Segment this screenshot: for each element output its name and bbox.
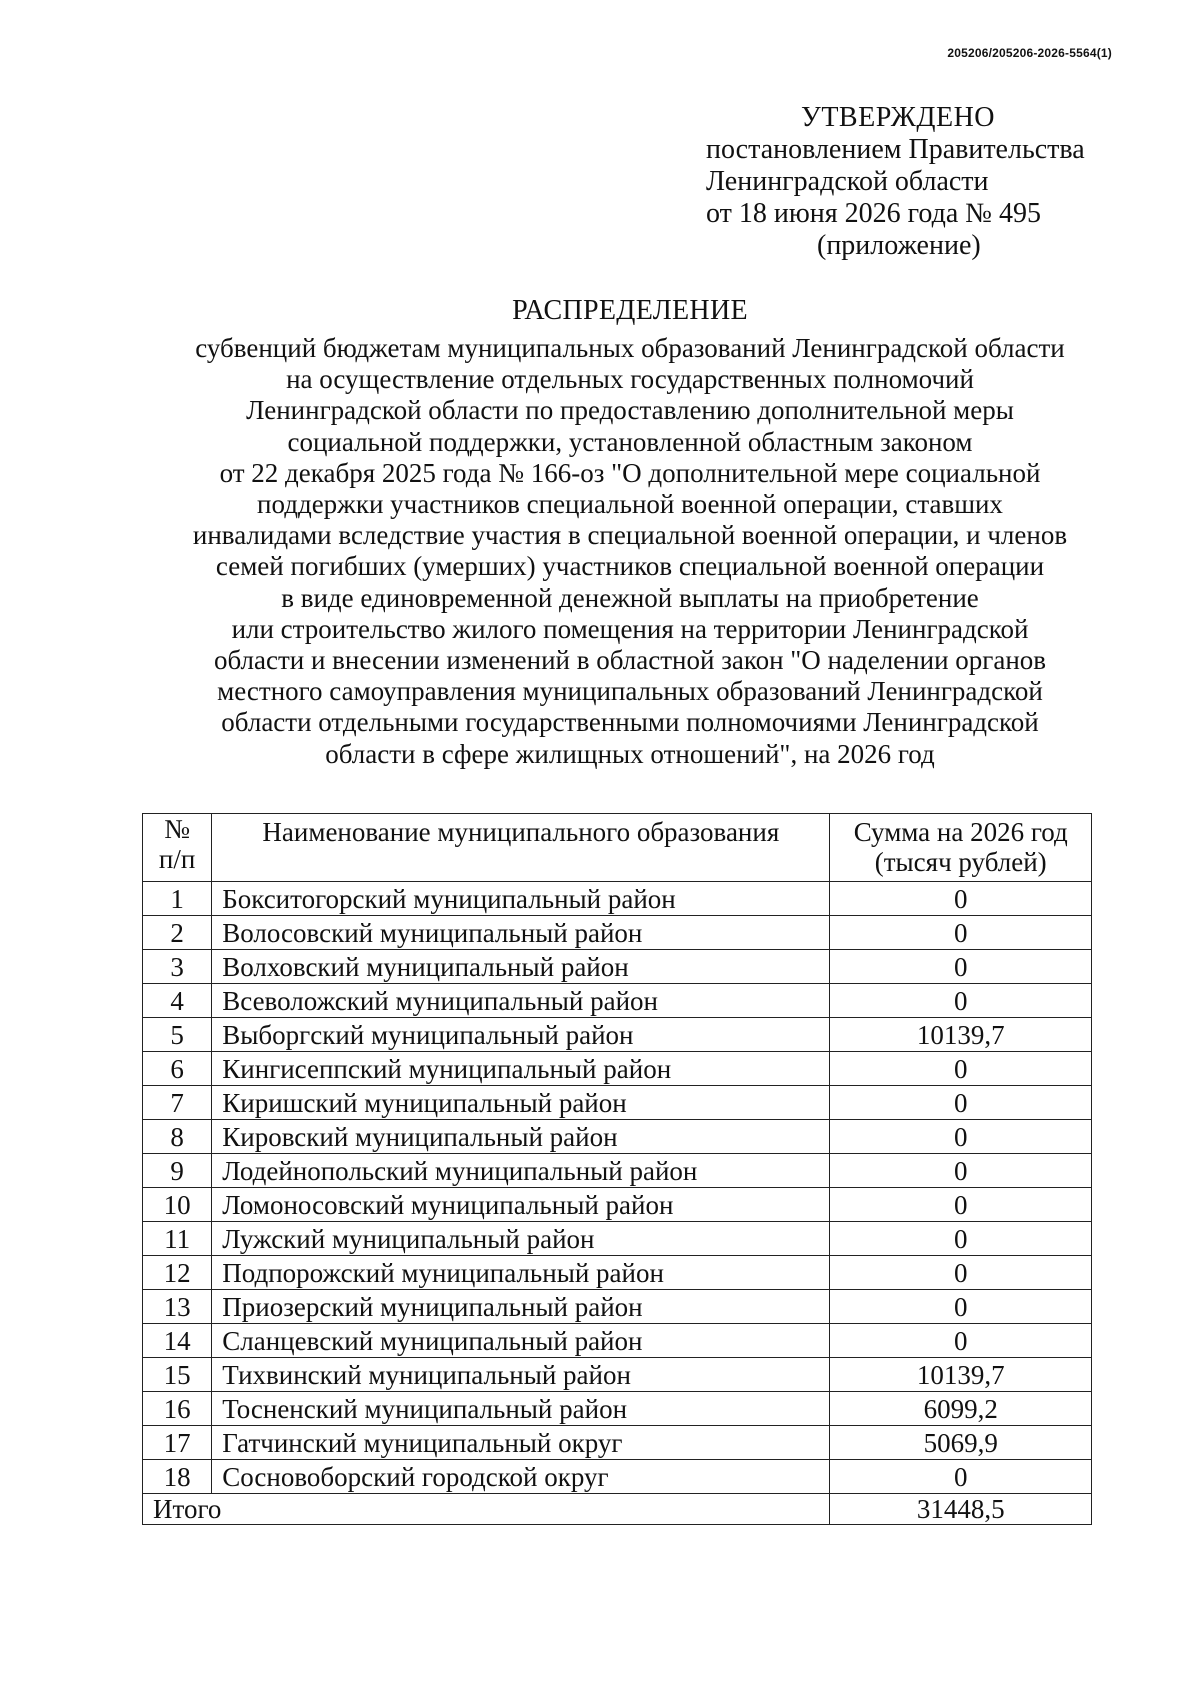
document-id: 205206/205206-2026-5564(1) [947,46,1112,60]
row-number: 13 [143,1290,212,1324]
subtitle-line: семей погибших (умерших) участников специальной военной операции [215,551,1045,582]
header-sum [830,814,1092,882]
row-name: Тихвинский муниципальный район [212,1358,830,1392]
table-row [143,1188,1092,1222]
approval-stamp [706,102,1126,262]
row-name: Выборгский муниципальный район [212,1018,830,1052]
header-number-line: п/п [158,844,196,874]
row-name: Киришский муниципальный район [212,1086,830,1120]
row-sum: 10139,7 [830,1018,1092,1052]
row-sum: 0 [830,1120,1092,1154]
row-sum: 0 [830,1256,1092,1290]
total-label: Итого [143,1494,830,1525]
row-name: Волосовский муниципальный район [212,916,830,950]
table-row [143,1052,1092,1086]
row-name: Сосновоборский городской округ [212,1460,830,1494]
row-number: 4 [143,984,212,1018]
row-name: Подпорожский муниципальный район [212,1256,830,1290]
total-sum: 31448,5 [830,1494,1092,1525]
subtitle-line: субвенций бюджетам муниципальных образований Ленинградской области [195,333,1065,363]
row-name: Приозерский муниципальный район [212,1290,830,1324]
table-row [143,1324,1092,1358]
distribution-table [142,813,1092,1525]
approval-title: УТВЕРЖДЕНО [801,102,996,133]
row-name: Кингисеппский муниципальный район [212,1052,830,1086]
row-sum: 10139,7 [830,1358,1092,1392]
row-number: 2 [143,916,212,950]
row-number: 3 [143,950,212,984]
table-row [143,1086,1092,1120]
row-number: 12 [143,1256,212,1290]
header-name [212,814,830,882]
row-name: Лодейнопольский муниципальный район [212,1154,830,1188]
table-body [143,882,1092,1494]
row-number: 1 [143,882,212,916]
row-name: Сланцевский муниципальный район [212,1324,830,1358]
table-row [143,1222,1092,1256]
row-number: 11 [143,1222,212,1256]
row-sum: 0 [830,950,1092,984]
approval-note: (приложение) [817,230,981,261]
header-sum-line: (тысяч рублей) [874,847,1047,877]
subtitle-line: на осуществление отдельных государственных полномочий [286,364,974,395]
table-row [143,1018,1092,1052]
row-number: 7 [143,1086,212,1120]
row-sum: 0 [830,1290,1092,1324]
row-sum: 0 [830,1086,1092,1120]
row-name: Тосненский муниципальный район [212,1392,830,1426]
table-header-row [143,814,1092,882]
row-sum: 0 [830,1188,1092,1222]
row-number: 5 [143,1018,212,1052]
row-sum: 0 [830,1324,1092,1358]
row-sum: 0 [830,916,1092,950]
subtitle-line: области в сфере жилищных отношений", на 2026 год [325,738,935,769]
row-number: 9 [143,1154,212,1188]
row-sum: 0 [830,1222,1092,1256]
table-row [143,1120,1092,1154]
row-number: 16 [143,1392,212,1426]
row-number: 6 [143,1052,212,1086]
row-number: 14 [143,1324,212,1358]
table-row [143,1460,1092,1494]
table-row [143,1358,1092,1392]
row-sum: 5069,9 [830,1426,1092,1460]
header-name-text: Наименование муниципального образования [262,817,780,847]
row-number: 10 [143,1188,212,1222]
row-sum: 0 [830,984,1092,1018]
row-name: Бокситогорский муниципальный район [212,882,830,916]
table-row [143,1290,1092,1324]
subtitle-line: поддержки участников специальной военной операции, ставших [257,489,1003,520]
subtitle-line: области отдельными государственными полномочиями Ленинградской [221,707,1039,738]
table-row [143,984,1092,1018]
subtitle-line: области и внесении изменений в областной закон "О наделении органов [213,645,1047,676]
subtitle-line: от 22 декабря 2025 года № 166-оз "О дополнительной мере социальной [219,457,1041,488]
subtitle-line: или строительство жилого помещения на территории Ленинградской [231,613,1029,644]
table-row [143,1154,1092,1188]
table-row [143,1256,1092,1290]
header-number [143,814,212,882]
table-row [143,1392,1092,1426]
row-sum: 6099,2 [830,1392,1092,1426]
approval-line: постановлением Правительства [706,134,1085,165]
table-row [143,950,1092,984]
row-number: 15 [143,1358,212,1392]
row-name: Лужский муниципальный район [212,1222,830,1256]
row-sum: 0 [830,882,1092,916]
subtitle-line: социальной поддержки, установленной областным законом [287,426,973,457]
row-sum: 0 [830,1460,1092,1494]
header-number-line: № [164,814,190,844]
table-row [143,916,1092,950]
header-sum-line: Сумма на 2026 год [853,817,1068,847]
table-row [143,882,1092,916]
row-number: 8 [143,1120,212,1154]
row-name: Гатчинский муниципальный округ [212,1426,830,1460]
approval-line: Ленинградской области [706,166,989,197]
table-row [143,1426,1092,1460]
subtitle-line: инвалидами вследствие участия в специальной военной операции, и членов [192,520,1068,551]
approval-line: от 18 июня 2026 года № 495 [706,198,1042,229]
document-subtitle [140,333,1120,770]
row-name: Кировский муниципальный район [212,1120,830,1154]
row-name: Ломоносовский муниципальный район [212,1188,830,1222]
subtitle-line: в виде единовременной денежной выплаты на приобретение [281,582,979,613]
row-number: 18 [143,1460,212,1494]
row-number: 17 [143,1426,212,1460]
document-heading: РАСПРЕДЕЛЕНИЕ [512,295,748,326]
table-total-row [143,1494,1092,1525]
row-name: Волховский муниципальный район [212,950,830,984]
row-sum: 0 [830,1154,1092,1188]
subtitle-line: местного самоуправления муниципальных образований Ленинградской [217,676,1043,707]
subtitle-line: Ленинградской области по предоставлению дополнительной меры [246,395,1014,426]
row-name: Всеволожский муниципальный район [212,984,830,1018]
row-sum: 0 [830,1052,1092,1086]
